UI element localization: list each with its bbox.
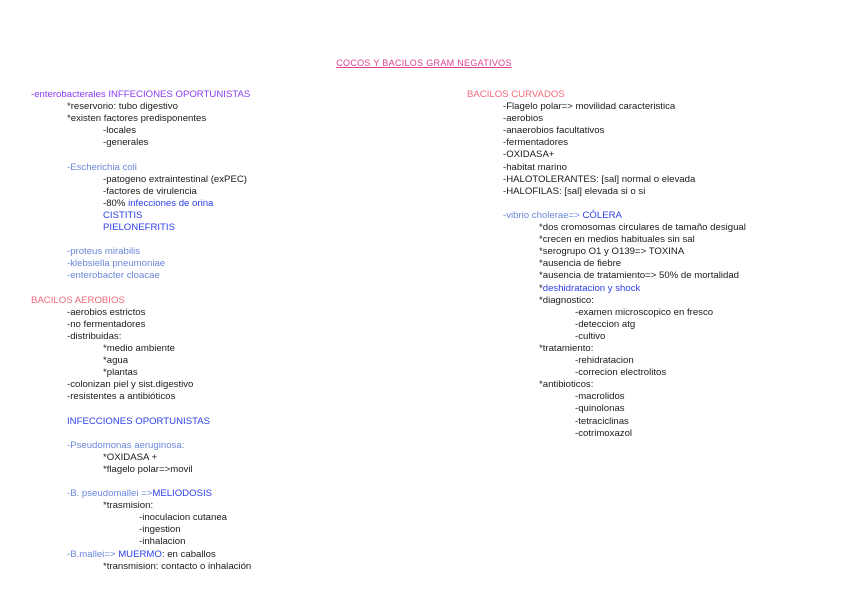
note-line: -correcion electrolitos xyxy=(575,367,667,379)
species-text: -B.mallei=> xyxy=(67,548,119,560)
note-line: *antibioticos: xyxy=(539,379,594,391)
left-column xyxy=(31,89,431,573)
species-vibrio-line xyxy=(467,210,837,222)
highlight-text: MELIODOSIS xyxy=(152,488,213,500)
page-title: COCOS Y BACILOS GRAM NEGATIVOS xyxy=(336,58,512,68)
note-line: -rehidratacion xyxy=(575,355,634,367)
note-line: *transmision: contacto o inhalación xyxy=(103,560,252,572)
section-heading-curvados: BACILOS CURVADOS xyxy=(467,89,565,100)
note-line: *OXIDASA + xyxy=(103,451,158,463)
species-klebsiella: -klebsiella pneumoniae xyxy=(67,258,166,270)
note-line: *medio ambiente xyxy=(103,342,175,354)
note-line: *ausencia de fiebre xyxy=(539,258,622,270)
note-line: *flagelo polar=>movil xyxy=(103,463,193,475)
highlight-text: MUERMO xyxy=(118,548,162,560)
note-line: -factores de virulencia xyxy=(103,185,197,197)
right-column xyxy=(467,89,837,440)
note-line: -Flagelo polar=> movilidad caracteristica xyxy=(503,101,676,113)
note-line: *tratamiento: xyxy=(539,342,594,354)
note-line: -tetraciclinas xyxy=(575,415,629,427)
species-text: -vibrio cholerae=> xyxy=(503,209,583,221)
note-line: *plantas xyxy=(103,367,138,379)
note-line: -fermentadores xyxy=(503,137,569,149)
spacer xyxy=(467,198,837,210)
spacer xyxy=(31,428,431,440)
note-line: -examen microscopico en fresco xyxy=(575,306,714,318)
note-line: -HALOFILAS: [sal] elevada si o si xyxy=(503,185,646,197)
note-line: -HALOTOLERANTES: [sal] normal o elevada xyxy=(503,173,696,185)
note-line: *trasmision: xyxy=(103,500,154,512)
species-proteus: -proteus mirabilis xyxy=(67,246,141,258)
spacer xyxy=(31,403,431,415)
note-line: *existen factores predisponentes xyxy=(67,113,207,125)
note-text: * xyxy=(539,282,543,294)
note-line: -no fermentadores xyxy=(67,318,146,330)
species-enterobacter: -enterobacter cloacae xyxy=(67,270,160,282)
note-line: -OXIDASA+ xyxy=(503,149,555,161)
note-line: -habitat marino xyxy=(503,161,567,173)
species-mallei-line xyxy=(31,549,431,561)
note-line: -aerobios estrictos xyxy=(67,306,146,318)
note-line: -generales xyxy=(103,137,149,149)
section-heading-enterobacterales: -enterobacterales INFFECIONES OPORTUNISTAS xyxy=(31,89,251,100)
note-line: -quinolonas xyxy=(575,403,625,415)
spacer xyxy=(31,234,431,246)
note-line: *serogrupo O1 y O139=> TOXINA xyxy=(539,246,685,258)
note-line: -patogeno extraintestinal (exPEC) xyxy=(103,173,247,185)
subheading-infecciones: INFECCIONES OPORTUNISTAS xyxy=(67,415,211,427)
note-line: -inoculacion cutanea xyxy=(139,512,228,524)
note-line-shock xyxy=(467,283,837,295)
note-line: -distribuidas: xyxy=(67,330,122,342)
note-line: -aerobios xyxy=(503,113,543,125)
note-line: *dos cromosomas circulares de tamaño desigual xyxy=(539,222,746,234)
note-line: *agua xyxy=(103,355,129,367)
spacer xyxy=(31,476,431,488)
note-line: *ausencia de tratamiento=> 50% de mortalidad xyxy=(539,270,739,282)
note-line: -macrolidos xyxy=(575,391,625,403)
highlight-text: deshidratacion y shock xyxy=(542,282,641,294)
highlight-cistitis: CISTITIS xyxy=(103,209,143,221)
highlight-text: infecciones de orina xyxy=(128,197,214,209)
species-heading-ecoli: -Escherichia coli xyxy=(67,161,137,173)
note-text: -80% xyxy=(103,197,129,209)
note-line: -resistentes a antibióticos xyxy=(67,391,176,403)
spacer xyxy=(31,283,431,295)
note-line: -locales xyxy=(103,125,137,137)
highlight-text: CÓLERA xyxy=(582,209,622,221)
species-pseudomonas: -Pseudomonas aeruginosa: xyxy=(67,439,185,451)
highlight-pielonefritis: PIELONEFRITIS xyxy=(103,222,175,234)
species-pseudomallei-line xyxy=(31,488,431,500)
note-line: -inhalacion xyxy=(139,536,186,548)
note-line: -cotrimoxazol xyxy=(575,427,633,439)
species-text: -B. pseudomallei => xyxy=(67,488,153,500)
note-line: *reservorio: tubo digestivo xyxy=(67,101,178,113)
section-heading-aerobios: BACILOS AEROBIOS xyxy=(31,294,125,306)
note-line: -ingestion xyxy=(139,524,181,536)
note-text: : en caballos xyxy=(161,548,216,560)
note-line: -deteccion atg xyxy=(575,318,636,330)
note-line: -anaerobios facultativos xyxy=(503,125,605,137)
note-line: -colonizan piel y sist.digestivo xyxy=(67,379,194,391)
note-line: *diagnostico: xyxy=(539,294,594,306)
spacer xyxy=(31,149,431,161)
note-line: -cultivo xyxy=(575,330,606,342)
note-line: *crecen en medios habituales sin sal xyxy=(539,234,695,246)
note-line-urinary xyxy=(31,198,431,210)
